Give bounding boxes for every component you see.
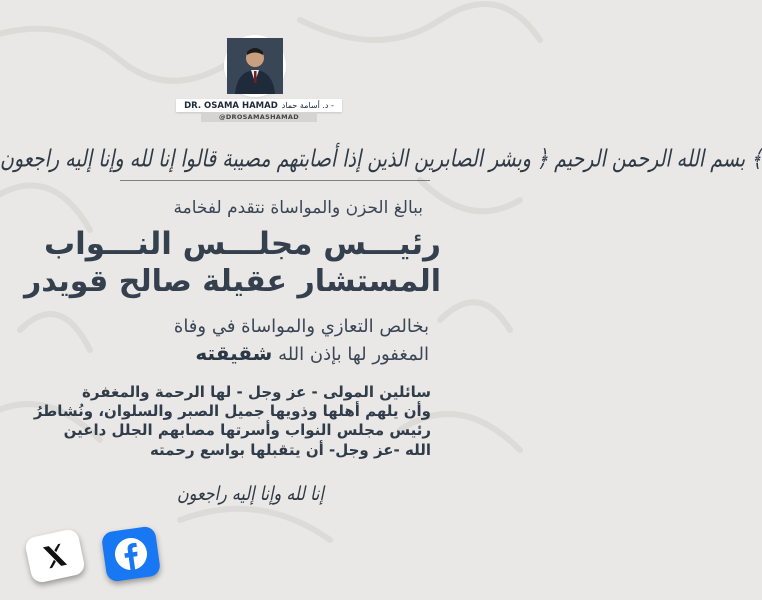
profile-name: DR. OSAMA HAMAD [184,100,278,111]
condolence-emphasis: شقيقته [195,341,273,365]
x-logo-icon[interactable] [24,528,86,584]
prayer-line: رئيس مجلس النواب وأسرتها مصابهم الجلل داعين [63,421,431,439]
profile-handle: @DROSAMASHAMAD [201,112,317,122]
recipient-name: المستشار عقيلة صالح قويدر [23,264,441,299]
prayer-line: وأن يلهم أهلها وذويها جميل الصبر والسلوان، ونُشاطرُ [33,402,431,420]
quran-verse: بسم الله الرحمن الرحيم ﴿ وبشر الصابرين الذين إذا أصابتهم مصيبة قالوا إنا لله وإنا إليه راجعون ﴾ [0,145,762,173]
prayer-line: الله -عز وجل- أن يتقبلها بواسع رحمته [149,441,431,459]
condolence-line-2 [195,341,429,365]
prayer-line: سائلين المولى - عز وجل - لها الرحمة والمغفرة [82,383,431,401]
closing-calligraphy: إنا لله وإنا إليه راجعون [177,482,324,505]
intro-text: ببالغ الحزن والمواساة نتقدم لفخامة [173,198,423,218]
profile-name-bar [176,99,342,112]
condolence-text: المغفور لها بإذن الله [278,344,429,365]
profile-name-arabic: د. أسامة حماد - [281,101,334,110]
recipient-title: رئيـــس مجلـــس النـــواب [43,226,441,262]
avatar [227,38,283,94]
facebook-logo-icon[interactable] [101,525,161,582]
condolence-line-1: بخالص التعازي والمواساة في وفاة [173,316,429,337]
verse-divider [120,180,430,181]
